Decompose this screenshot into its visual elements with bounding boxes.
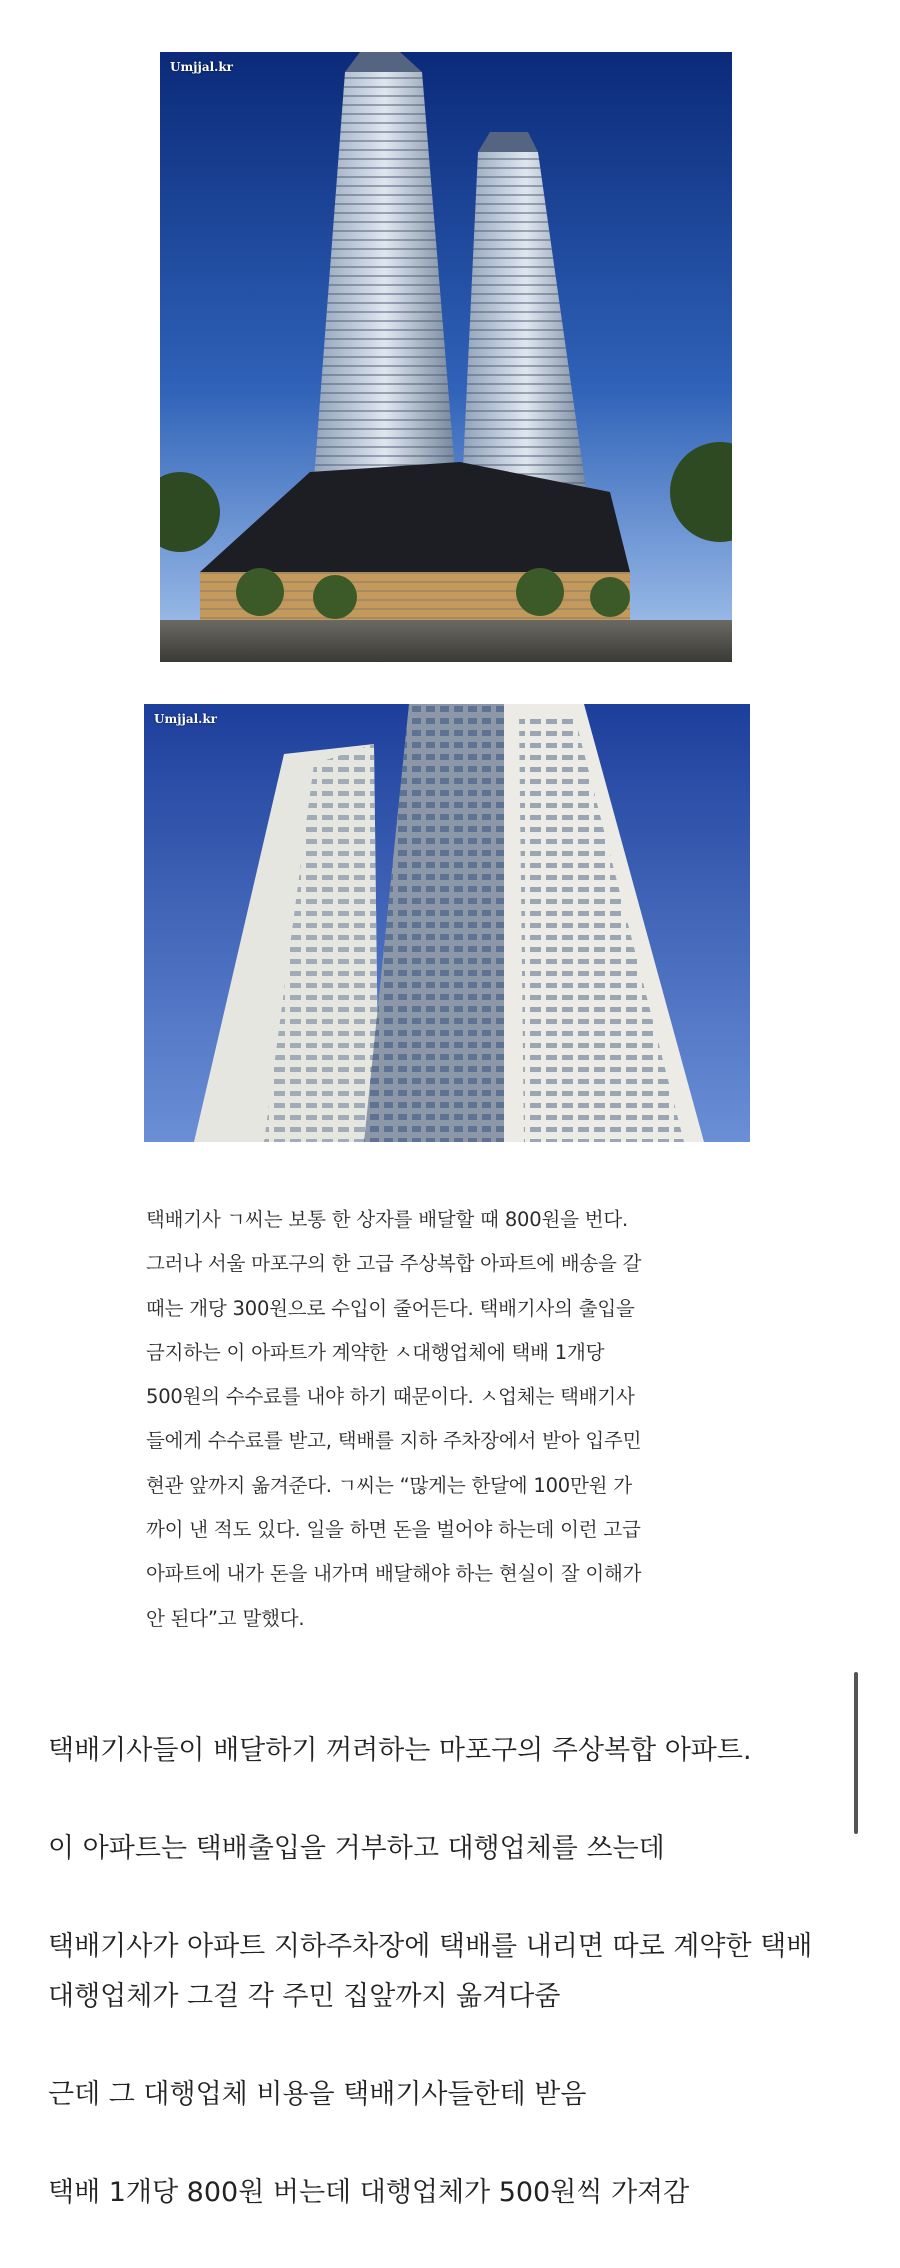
- comment-line: 대행업체가 그걸 각 주민 집앞까지 옮겨다줌: [48, 1981, 561, 2012]
- article-paragraph: 택배기사 ㄱ씨는 보통 한 상자를 배달할 때 800원을 번다. 그러나 서울 마포구의 한 고급 주상복합 아파트에 배송을 갈 때는 개당 300원으로 수입이 줄어든다. 택배기사의 출입을 금지하는 이 아파트가 계약한 ㅅ대행업체에 택배 1개당 500원의 수수료를 내야 하기 때문이다. ㅅ업체는 택배기사 들에게 수수료를 받고, 택배를 지하 주차장에서 받아 입주민 현관 앞까지 옮겨준다. ㄱ씨는 “많게는 한달에 100만원 가 까이 낸 적도 있다. 일을 하면 돈을 벌어야 하는데 이런 고급 아파트에 내가 돈을 내가며 배달해야 하는 현실이 잘 이해가 안 된다”고 말했다.: [146, 1208, 642, 1630]
- comment-line: 택배 1개당 800원 버는데 대행업체가 500원씩 가져감: [48, 2177, 690, 2208]
- apartment-photo-1: [160, 52, 732, 662]
- apartment-photo-2: [144, 704, 750, 1142]
- watermark-text: Umjjal.kr: [170, 60, 233, 74]
- watermark-text: Umjjal.kr: [154, 712, 217, 726]
- comment-line: 이 아파트는 택배출입을 거부하고 대행업체를 쓰는데: [48, 1833, 665, 1864]
- comment-line: 택배기사가 아파트 지하주차장에 택배를 내리면 따로 계약한 택배: [48, 1931, 813, 1962]
- twin-tower-illustration: [160, 52, 732, 662]
- scrollbar-thumb[interactable]: [854, 1672, 858, 1834]
- high-rise-illustration: [144, 704, 750, 1142]
- news-article-excerpt: [146, 1198, 766, 1641]
- comment-line: 택배기사들이 배달하기 꺼려하는 마포구의 주상복합 아파트.: [48, 1735, 752, 1766]
- comment-line: 근데 그 대행업체 비용을 택배기사들한테 받음: [48, 2079, 587, 2110]
